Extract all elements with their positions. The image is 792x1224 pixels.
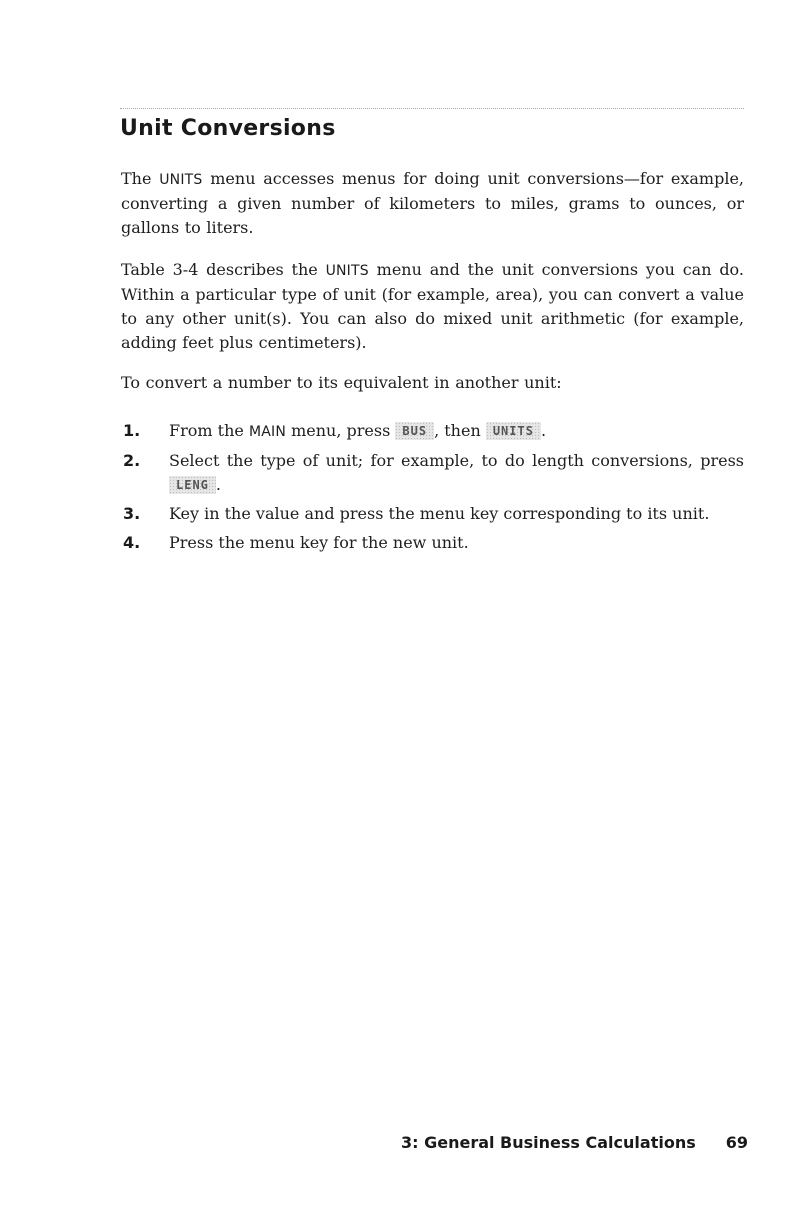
step-text: .: [540, 421, 547, 440]
page-number: 69: [725, 1133, 748, 1152]
step-text: From the: [169, 421, 249, 440]
procedure-steps: [121, 419, 744, 560]
chapter-title: 3: General Business Calculations: [400, 1133, 696, 1152]
step-text: Select the type of unit; for example, to do length conversions, press: [169, 451, 744, 470]
step-3: [121, 502, 744, 526]
units-menu-name: UNITS: [325, 263, 369, 279]
page-footer: [0, 1133, 748, 1152]
p2-text-a: Table 3-4 describes the: [121, 260, 326, 279]
leng-menu-key: LENG: [169, 476, 216, 494]
p2-text-b: menu and the unit conversions you can do. Within a particular type of unit (for example, area), you can convert a value to any other unit(s). You can also do mixed unit arithmetic (for example, adding feet plus centimeters).: [121, 260, 744, 352]
step-text: Key in the value and press the menu key corresponding to its unit.: [169, 504, 710, 523]
step-number: 4.: [123, 533, 141, 552]
p1-text-b: menu accesses menus for doing unit conversions—for example, converting a given number of kilometers to miles, grams to ounces, or gallons to liters.: [121, 169, 744, 237]
step-2: [121, 449, 744, 497]
header-rule: [120, 108, 744, 109]
bus-menu-key: BUS: [395, 422, 434, 440]
step-text: , then: [434, 421, 486, 440]
main-menu-name: MAIN: [248, 424, 286, 440]
step-text: menu, press: [286, 421, 396, 440]
step-number: 1.: [123, 421, 141, 440]
table-reference-paragraph: [121, 258, 744, 355]
step-4: [121, 531, 744, 555]
procedure-intro: To convert a number to its equivalent in another unit:: [121, 373, 562, 392]
units-menu-key: UNITS: [486, 422, 541, 440]
step-1: [121, 419, 744, 444]
step-text: .: [215, 475, 221, 494]
step-number: 3.: [123, 504, 141, 523]
step-number: 2.: [123, 451, 141, 470]
section-title: Unit Conversions: [120, 116, 336, 141]
intro-paragraph: [121, 167, 744, 240]
units-menu-name: UNITS: [159, 172, 203, 188]
step-text: Press the menu key for the new unit.: [169, 533, 469, 552]
p1-text-a: The: [121, 169, 160, 188]
